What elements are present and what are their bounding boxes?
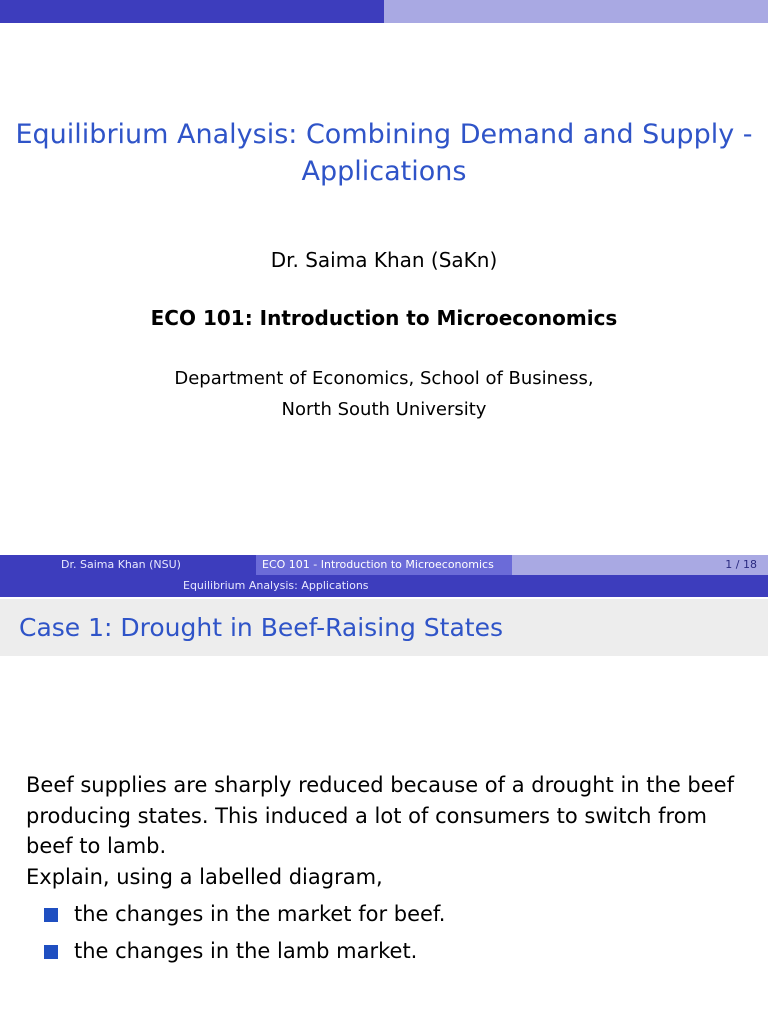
frame-title: Case 1: Drought in Beef-Raising States [19,613,504,642]
slide-body [26,770,746,970]
prompt-text: Explain, using a labelled diagram, [26,864,383,889]
paragraph-line-1: Beef supplies are sharply reduced because of a drought in the beef [26,773,734,797]
square-bullet-icon [44,908,58,922]
paragraph-line-3: beef to lamb. [26,834,167,858]
paragraph-line-2: producing states. This induced a lot of consumers to switch from [26,803,707,828]
title-line-2: Applications [301,156,467,187]
top-bar-right-segment [384,0,768,23]
course-name: ECO 101: Introduction to Microeconomics [150,306,618,330]
title-line-1: Equilibrium Analysis: Combining Demand and Supply - [15,119,753,150]
author-name: Dr. Saima Khan (SaKn) [270,248,498,272]
department-line-2: North South University [281,399,487,420]
bullet-list [26,896,746,970]
section-navigation-bar [0,575,768,597]
bullet-text: the changes in the market for beef. [74,902,446,926]
department-line-1: Department of Economics, School of Business, [174,368,594,389]
frame-title-bar [0,599,768,656]
footer-author-box [0,555,256,575]
page-number: 1 / 18 [725,558,757,571]
slide-footer [0,555,768,575]
footer-page-box [512,555,768,575]
section-label: Equilibrium Analysis: Applications [183,579,369,592]
footer-course: ECO 101 - Introduction to Microeconomics [262,558,494,571]
presentation-title [0,116,768,190]
list-item [26,896,746,933]
footer-course-box [256,555,512,575]
bullet-text: the changes in the lamb market. [74,939,418,963]
institute [0,363,768,425]
list-item [26,933,746,970]
top-navigation-bar [0,0,768,23]
square-bullet-icon [44,945,58,959]
top-bar-left-segment [0,0,384,23]
footer-author: Dr. Saima Khan (NSU) [61,558,181,571]
